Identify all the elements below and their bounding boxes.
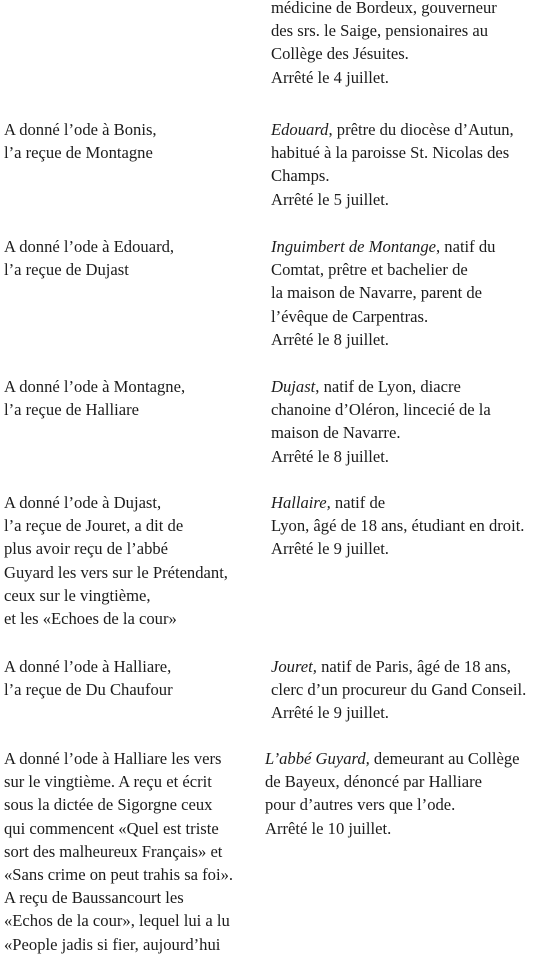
entry-7-note-line-4: qui commencent «Quel est triste — [4, 818, 219, 838]
entry-4-line-1: Dujast, natif de Lyon, diacre — [271, 377, 461, 396]
entry-1-line-3: Collège des Jésuites. — [271, 44, 409, 64]
entry-5-description — [271, 491, 524, 561]
entry-7-note-line-8: «Echos de la cour», lequel lui a lu — [4, 911, 230, 931]
entry-6-note — [4, 655, 173, 701]
entry-5-note-line-4: Guyard les vers sur le Prétendant, — [4, 562, 228, 582]
entry-4-note-line-2: l’a reçue de Halliare — [4, 400, 139, 420]
entry-3-line-2: Comtat, prêtre et bachelier de — [271, 260, 468, 280]
entry-7-note-line-5: sort des malheureux Français» et — [4, 841, 223, 861]
entry-4-line-3: maison de Navarre. — [271, 423, 401, 443]
entry-7-line-2: de Bayeux, dénoncé par Halliare — [265, 772, 482, 792]
entry-7-note-line-1: A donné l’ode à Halliare les vers — [4, 749, 222, 768]
entry-7-note-line-9: «People jadis si fier, aujourd’hui — [4, 934, 221, 954]
entry-2-note-line-1: A donné l’ode à Bonis, — [4, 120, 157, 139]
entry-7-note-line-7: A reçu de Baussancourt les — [4, 888, 184, 908]
entry-6-line-3: Arrêté le 9 juillet. — [271, 703, 389, 723]
entry-5-note-line-2: l’a reçue de Jouret, a dit de — [4, 516, 184, 536]
entry-1-line-2: des srs. le Saige, pensionaires au — [271, 21, 489, 41]
entry-1-line-1: médicine de Bordeux, gouverneur — [271, 0, 497, 17]
entry-6-note-line-2: l’a reçue de Du Chaufour — [4, 680, 173, 700]
entry-6-line-2: clerc d’un procureur du Gand Conseil. — [271, 680, 527, 700]
entry-7-note-line-2: sur le vingtième. A reçu et écrit — [4, 772, 212, 792]
entry-7-line-4: Arrêté le 10 juillet. — [265, 818, 392, 838]
entry-5-note-line-6: et les «Echoes de la cour» — [4, 609, 177, 629]
entry-1-description — [271, 0, 497, 89]
entry-5-line-2: Lyon, âgé de 18 ans, étudiant en droit. — [271, 516, 525, 536]
entry-2-note — [4, 118, 157, 164]
entry-2-line-1: Edouard, prêtre du diocèse d’Autun, — [271, 120, 514, 139]
entry-7-line-1: L’abbé Guyard, demeurant au Collège — [265, 749, 520, 768]
entry-6-line-1: Jouret, natif de Paris, âgé de 18 ans, — [271, 657, 511, 676]
entry-4-note-line-1: A donné l’ode à Montagne, — [4, 377, 186, 396]
entry-2-line-2: habitué à la paroisse St. Nicolas des — [271, 143, 510, 163]
entry-3-line-1: Inguimbert de Montange, natif du — [271, 237, 496, 256]
entry-5-line-3: Arrêté le 9 juillet. — [271, 539, 389, 559]
entry-3-note-line-2: l’a reçue de Dujast — [4, 260, 129, 280]
entry-7-note-line-6: «Sans crime on peut trahis sa foi». — [4, 865, 234, 885]
entry-4-line-2: chanoine d’Oléron, lincecié de la — [271, 400, 491, 420]
entry-3-line-3: la maison de Navarre, parent de — [271, 283, 483, 303]
entry-5-note-line-1: A donné l’ode à Dujast, — [4, 493, 162, 512]
entry-7-line-3: pour d’autres vers que l’ode. — [265, 795, 456, 815]
entry-5-note-line-3: plus avoir reçu de l’abbé — [4, 539, 169, 559]
entry-4-description — [271, 375, 491, 468]
entry-2-note-line-2: l’a reçue de Montagne — [4, 143, 153, 163]
entry-4-note — [4, 375, 185, 421]
entry-6-note-line-1: A donné l’ode à Halliare, — [4, 657, 172, 676]
entry-7-note — [4, 747, 233, 956]
entry-2-line-4: Arrêté le 5 juillet. — [271, 189, 389, 209]
entry-1-line-4: Arrêté le 4 juillet. — [271, 67, 389, 87]
entry-7-note-line-3: sous la dictée de Sigorgne ceux — [4, 795, 213, 815]
entry-7-description — [265, 747, 520, 840]
entry-5-note-line-5: ceux sur le vingtième, — [4, 585, 151, 605]
entry-3-note — [4, 235, 174, 281]
entry-3-line-5: Arrêté le 8 juillet. — [271, 329, 389, 349]
entry-5-note — [4, 491, 228, 630]
entry-6-description — [271, 655, 526, 725]
entry-3-note-line-1: A donné l’ode à Edouard, — [4, 237, 175, 256]
entry-5-line-1: Hallaire, natif de — [271, 493, 386, 512]
entry-2-description — [271, 118, 514, 211]
entry-3-description — [271, 235, 495, 351]
entry-2-line-3: Champs. — [271, 166, 330, 186]
entry-3-line-4: l’évêque de Carpentras. — [271, 306, 429, 326]
entry-4-line-4: Arrêté le 8 juillet. — [271, 446, 389, 466]
